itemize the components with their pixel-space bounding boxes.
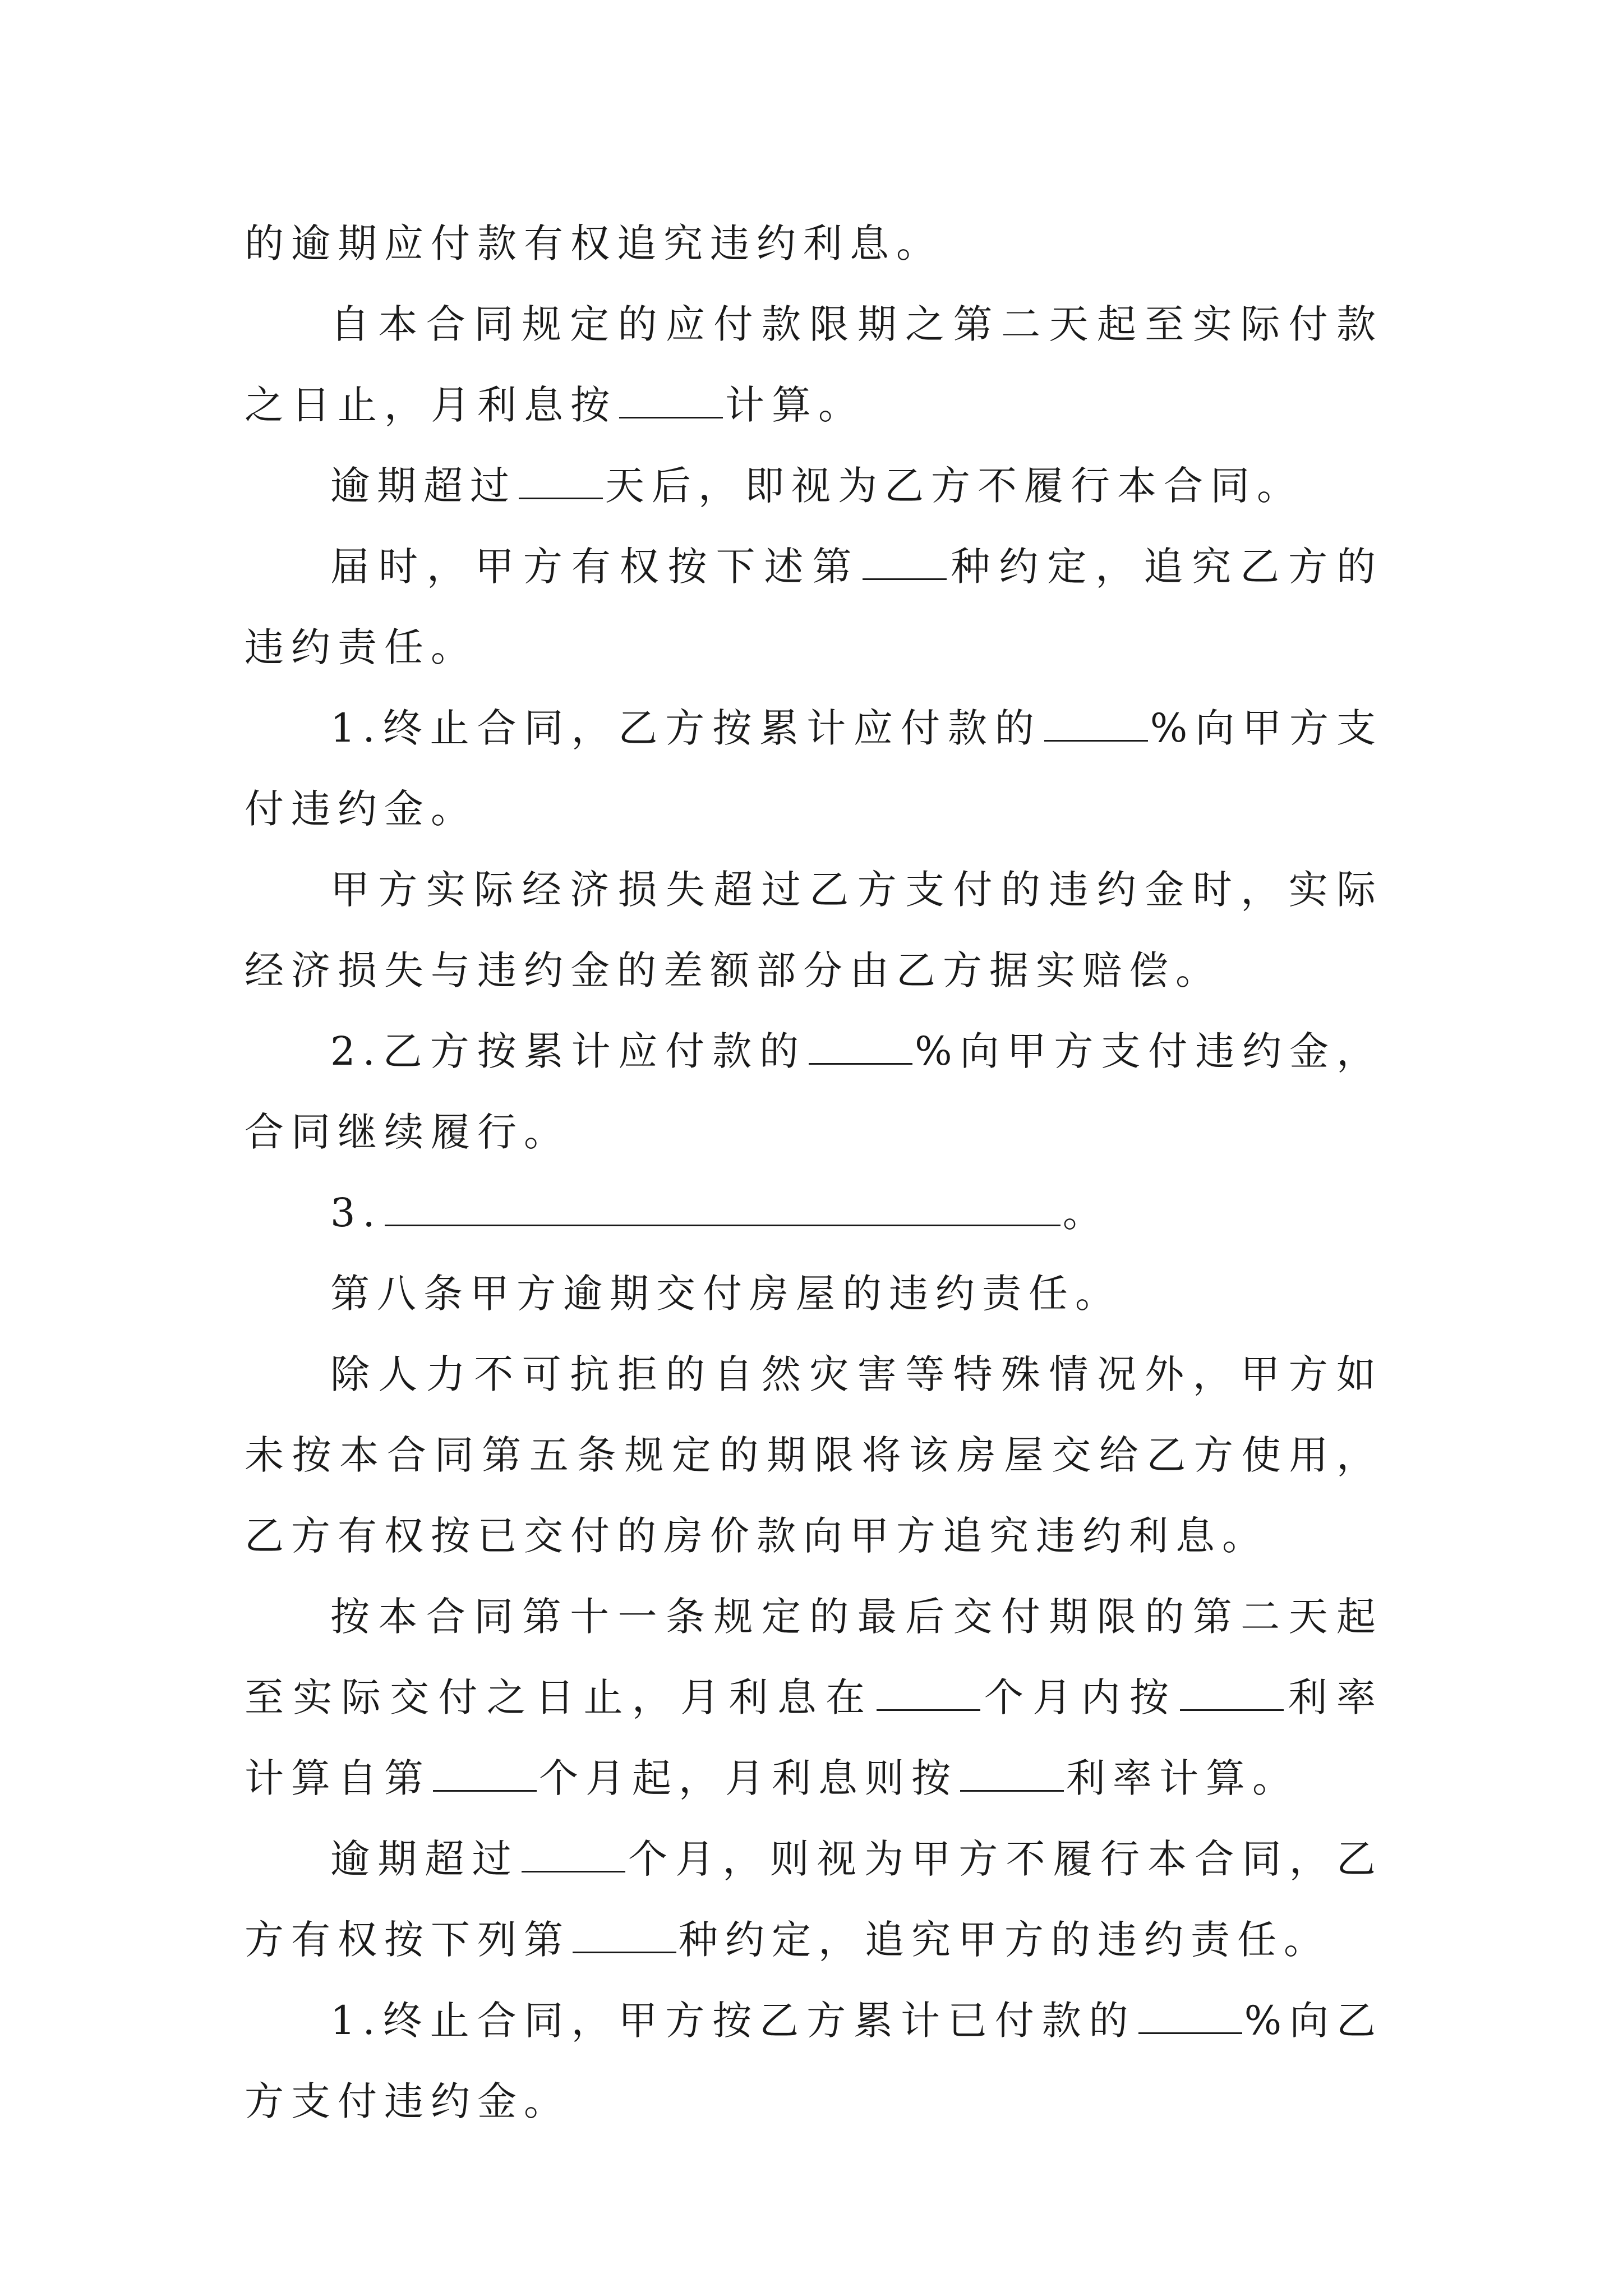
text-segment: 第八条甲方逾期交付房屋的违约责任。 bbox=[330, 1271, 1122, 1317]
paragraph-item-1-terminate bbox=[245, 688, 1383, 849]
text-segment: 按本合同第十一条规定的最后交付期限的第二天起至实际交付之日止，月利息在 bbox=[245, 1594, 1383, 1720]
article-8-heading bbox=[245, 1253, 1383, 1334]
text-segment: 逾期超过 bbox=[330, 1836, 519, 1882]
text-segment: 1.终止合同，乙方按累计应付款的 bbox=[330, 705, 1042, 751]
fill-blank bbox=[519, 464, 603, 499]
paragraph-force-majeure bbox=[245, 1334, 1383, 1576]
document-body bbox=[245, 203, 1383, 2142]
paragraph-late-payment-interest bbox=[245, 284, 1383, 445]
text-segment: 种约定，追究乙方的违约责任。 bbox=[245, 544, 1384, 670]
fill-blank bbox=[573, 1918, 676, 1953]
fill-blank bbox=[1044, 706, 1148, 742]
fill-blank bbox=[1138, 1999, 1242, 2034]
text-segment: %向甲方支付违约金。 bbox=[245, 705, 1383, 832]
paragraph-overdue-days bbox=[245, 445, 1383, 526]
text-segment: 个月起，月利息则按 bbox=[539, 1755, 958, 1801]
paragraph-overdue-months bbox=[245, 1819, 1383, 1980]
text-segment: 天后，即视为乙方不履行本合同。 bbox=[605, 463, 1303, 509]
fill-blank bbox=[433, 1756, 537, 1792]
text-segment: 2.乙方按累计应付款的 bbox=[330, 1028, 807, 1074]
fill-blank bbox=[960, 1756, 1064, 1792]
paragraph-option-choice bbox=[245, 526, 1383, 688]
text-segment: 利率计算自第 bbox=[245, 1674, 1384, 1801]
paragraph-item-3-other bbox=[245, 1172, 1383, 1253]
text-segment: 的逾期应付款有权追究违约利息。 bbox=[245, 220, 943, 266]
fill-blank bbox=[877, 1676, 980, 1711]
text-segment: 除人力不可抗拒的自然灾害等特殊情况外，甲方如未按本合同第五条规定的期限将该房屋交给乙方使用，乙方有权按已交付的房价款向甲方追究违约利息。 bbox=[245, 1351, 1383, 1559]
text-segment: %向甲方支付违约金，合同继续履行。 bbox=[245, 1028, 1384, 1155]
text-segment: 逾期超过 bbox=[330, 463, 517, 509]
text-segment: 1.终止合同，甲方按乙方累计已付款的 bbox=[330, 1998, 1136, 2044]
fill-blank bbox=[809, 1029, 912, 1065]
fill-blank bbox=[522, 1837, 625, 1872]
paragraph-delivery-interest bbox=[245, 1576, 1383, 1819]
fill-blank bbox=[619, 383, 723, 418]
text-segment: 。 bbox=[1062, 1190, 1109, 1236]
fill-blank bbox=[385, 1191, 1061, 1226]
paragraph-seller-item-1 bbox=[245, 1980, 1383, 2142]
text-segment: 个月，则视为甲方不履行本合同，乙方有权按下列第 bbox=[245, 1836, 1384, 1963]
text-segment: 届时，甲方有权按下述第 bbox=[330, 544, 861, 590]
text-segment: %向乙方支付违约金。 bbox=[245, 1998, 1384, 2124]
paragraph-continuation bbox=[245, 203, 1383, 284]
text-segment: 甲方实际经济损失超过乙方支付的违约金时，实际经济损失与违约金的差额部分由乙方据实赔偿。 bbox=[245, 867, 1383, 993]
fill-blank bbox=[1180, 1676, 1284, 1711]
text-segment: 种约定，追究甲方的违约责任。 bbox=[679, 1917, 1330, 1963]
text-segment: 3. bbox=[330, 1190, 382, 1236]
fill-blank bbox=[863, 545, 947, 580]
paragraph-loss-compensation bbox=[245, 849, 1383, 1011]
paragraph-item-2-continue bbox=[245, 1011, 1383, 1172]
text-segment: 自本合同规定的应付款限期之第二天起至实际付款之日止，月利息按 bbox=[245, 301, 1383, 428]
text-segment: 计算。 bbox=[725, 382, 865, 428]
text-segment: 利率计算。 bbox=[1066, 1755, 1299, 1801]
text-segment: 个月内按 bbox=[982, 1674, 1178, 1720]
